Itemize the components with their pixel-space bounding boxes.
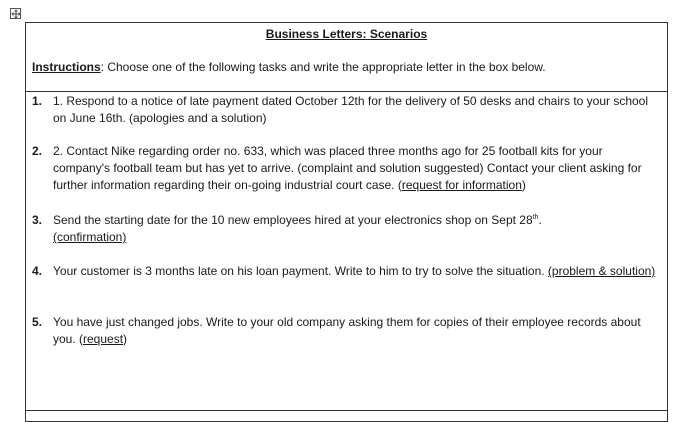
task-item-4 xyxy=(26,263,661,280)
task-tag: request for information xyxy=(401,178,522,192)
table-move-handle-icon[interactable] xyxy=(10,8,21,19)
task-tag: request xyxy=(83,332,124,346)
task-item-5 xyxy=(26,314,661,348)
task-number: 1. xyxy=(32,94,43,108)
answer-box-top-border xyxy=(25,410,668,411)
instructions-text: : Choose one of the following tasks and write the appropriate letter in the box below. xyxy=(100,60,546,74)
task-text: Your customer is 3 months late on his loan payment. Write to him to try to solve the situation. xyxy=(53,264,548,278)
instructions xyxy=(32,60,546,74)
task-number: 3. xyxy=(32,213,43,227)
instructions-label: Instructions xyxy=(32,60,101,74)
task-item-3 xyxy=(26,212,661,246)
task-superscript: th xyxy=(532,214,539,221)
task-tail: ) xyxy=(521,178,526,192)
task-tail: ) xyxy=(123,332,128,346)
task-number: 5. xyxy=(32,315,43,329)
task-text: 1. Respond to a notice of late payment dated October 12th for the delivery of 50 desks and chairs to your school on June 16th. (apologies and a solution) xyxy=(53,94,649,125)
task-text-end: . xyxy=(538,213,542,227)
task-text: Send the starting date for the 10 new employees hired at your electronics shop on Sept 28 xyxy=(53,213,533,227)
task-text: 2. Contact Nike regarding order no. 633, which was placed three months ago for 25 football kits for your company's football team but has yet to arrive. (complaint and solution suggested) Contact your client asking for further information regarding their on-going industrial court case. ( xyxy=(53,144,642,192)
task-text: You have just changed jobs. Write to your old company asking them for copies of their employee records about you. ( xyxy=(53,315,641,346)
document-table xyxy=(25,22,668,422)
document-title: Business Letters: Scenarios xyxy=(265,27,428,41)
task-number: 4. xyxy=(32,264,43,278)
header-cell xyxy=(26,23,667,92)
task-tag: (confirmation) xyxy=(53,230,127,244)
task-item-2 xyxy=(26,143,661,194)
task-number: 2. xyxy=(32,144,43,158)
task-item-1 xyxy=(26,93,661,127)
task-tag: (problem & solution) xyxy=(547,264,656,278)
